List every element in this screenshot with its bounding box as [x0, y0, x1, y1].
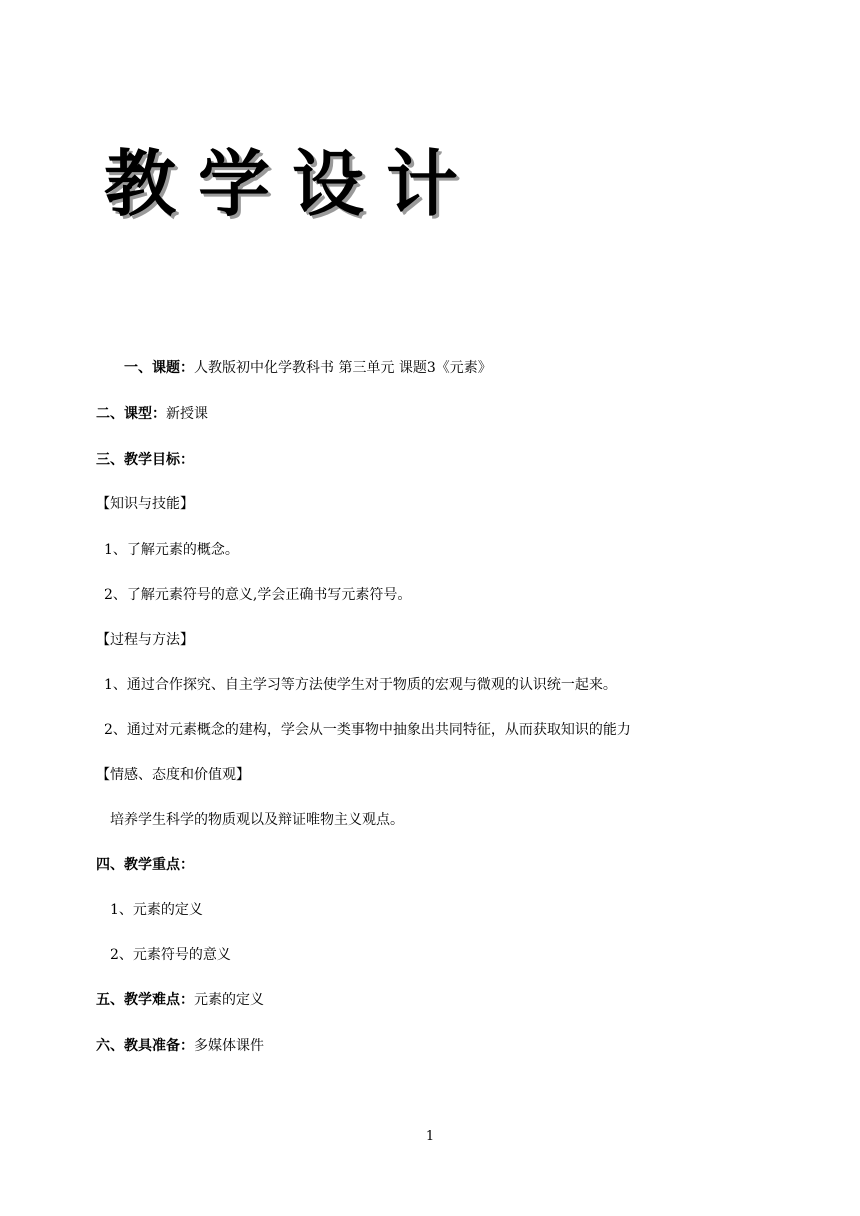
title-char: 学: [198, 142, 293, 226]
key-point-item: 1、元素的定义: [110, 902, 203, 918]
knowledge-skills-heading: 【知识与技能】: [96, 496, 194, 512]
title-char: 教: [104, 142, 199, 226]
topic-value: 人教版初中化学教科书 第三单元 课题3《元素》: [194, 360, 492, 376]
teaching-aids-label: 六、教具准备：: [96, 1038, 194, 1054]
process-methods-heading: 【过程与方法】: [96, 632, 194, 648]
title-char: 设: [292, 142, 387, 226]
process-item: 2、通过对元素概念的建构，学会从一类事物中抽象出共同特征，从而获取知识的能力: [104, 722, 631, 738]
key-points-heading: 四、教学重点：: [96, 857, 194, 873]
knowledge-item: 2、了解元素符号的意义,学会正确书写元素符号。: [104, 587, 412, 603]
difficult-points-label: 五、教学难点：: [96, 992, 194, 1008]
teaching-aids-line: [96, 1036, 264, 1056]
lesson-type-value: 新授课: [166, 406, 208, 422]
lesson-type-line: [96, 404, 208, 424]
topic-label: 一、课题：: [124, 360, 194, 376]
emotion-values-heading: 【情感、态度和价值观】: [96, 767, 250, 783]
lesson-type-label: 二、课型：: [96, 406, 166, 422]
knowledge-item: 1、了解元素的概念。: [104, 542, 239, 558]
topic-line: [124, 358, 492, 378]
difficult-points-line: [96, 990, 264, 1010]
process-item: 1、通过合作探究、自主学习等方法使学生对于物质的宏观与微观的认识统一起来。: [104, 677, 617, 693]
difficult-points-value: 元素的定义: [194, 992, 264, 1008]
document-title: [104, 142, 481, 226]
emotion-values-text: 培养学生科学的物质观以及辩证唯物主义观点。: [110, 812, 404, 828]
page-number: 1: [425, 1129, 435, 1144]
objectives-heading: 三、教学目标：: [96, 452, 194, 468]
key-point-item: 2、元素符号的意义: [110, 947, 231, 963]
title-char: 计: [386, 142, 481, 226]
teaching-aids-value: 多媒体课件: [194, 1038, 264, 1054]
